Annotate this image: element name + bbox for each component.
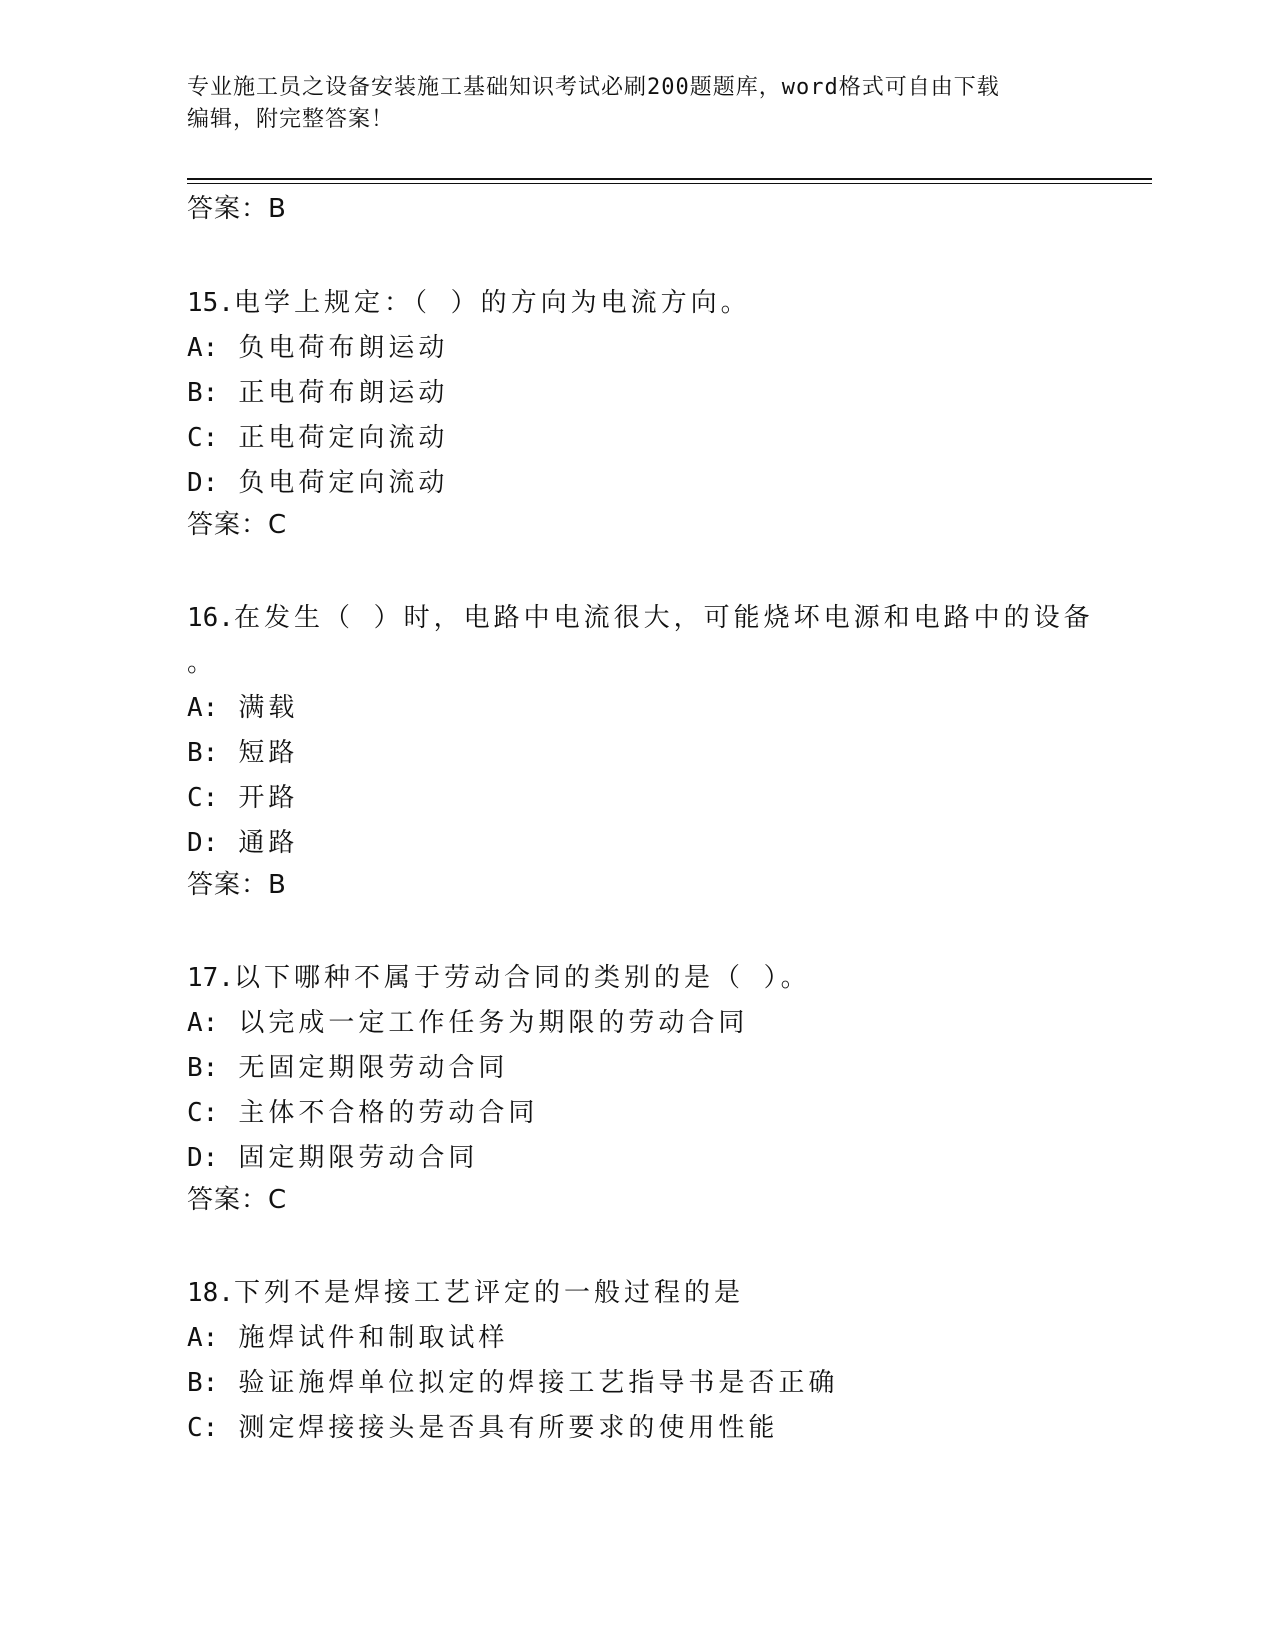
option-text: 固定期限劳动合同 [238, 1143, 479, 1173]
option-text: 正电荷布朗运动 [238, 378, 449, 408]
answer-label: 答案： [187, 870, 269, 900]
question-15-answer [187, 508, 287, 542]
question-17-answer [187, 1183, 287, 1217]
question-text: 电学上规定：（ ）的方向为电流方向。 [233, 288, 751, 318]
question-16-stem-continuation: 。 [187, 648, 218, 678]
question-18-option-b [187, 1365, 838, 1401]
answer-value: B [268, 194, 287, 224]
option-label: B: [187, 1053, 219, 1083]
answer-label: 答案： [187, 1185, 269, 1215]
option-text: 负电荷定向流动 [238, 468, 449, 498]
answer-value: C [268, 1185, 288, 1215]
question-17-option-b [187, 1050, 508, 1086]
option-text: 负电荷布朗运动 [238, 333, 449, 363]
question-16-option-c [187, 780, 298, 816]
question-16-option-d [187, 825, 298, 861]
option-label: C: [187, 423, 219, 453]
option-label: D: [187, 828, 219, 858]
option-label: A: [187, 1008, 219, 1038]
answer-label: 答案： [187, 194, 269, 224]
option-text: 施焊试件和制取试样 [238, 1323, 509, 1353]
option-text: 以完成一定工作任务为期限的劳动合同 [238, 1008, 749, 1038]
option-label: C: [187, 783, 219, 813]
option-text: 无固定期限劳动合同 [238, 1053, 509, 1083]
option-text: 测定焊接接头是否具有所要求的使用性能 [238, 1413, 779, 1443]
option-label: B: [187, 1368, 219, 1398]
question-15-option-b [187, 375, 448, 411]
option-text: 正电荷定向流动 [238, 423, 449, 453]
answer-value: C [268, 510, 288, 540]
document-header [187, 72, 1087, 136]
answer-value: B [268, 870, 287, 900]
question-number: 15. [187, 288, 234, 318]
answer-label: 答案： [187, 510, 269, 540]
option-label: C: [187, 1098, 219, 1128]
header-line-1: 专业施工员之设备安装施工基础知识考试必刷200题题库，word格式可自由下载 [187, 75, 1000, 100]
option-label: B: [187, 378, 219, 408]
question-17-option-d [187, 1140, 478, 1176]
answer-line [187, 192, 287, 226]
question-text: 在发生（ ）时，电路中电流很大，可能烧坏电源和电路中的设备 [233, 603, 1094, 633]
question-16-answer [187, 868, 287, 902]
header-line-2: 编辑，附完整答案！ [187, 107, 395, 132]
option-label: B: [187, 738, 219, 768]
question-number: 18. [187, 1278, 234, 1308]
header-rule-thin [187, 183, 1152, 184]
option-text: 主体不合格的劳动合同 [238, 1098, 539, 1128]
question-15-option-d [187, 465, 448, 501]
option-label: A: [187, 333, 219, 363]
option-label: D: [187, 1143, 219, 1173]
question-16-option-a [187, 690, 298, 726]
option-text: 验证施焊单位拟定的焊接工艺指导书是否正确 [238, 1368, 839, 1398]
question-text: 以下哪种不属于劳动合同的类别的是（ ）。 [233, 963, 811, 993]
question-18-option-a [187, 1320, 508, 1356]
question-18-stem [187, 1275, 744, 1311]
question-17-stem [187, 960, 811, 996]
question-17-option-c [187, 1095, 538, 1131]
option-label: D: [187, 468, 219, 498]
option-text: 短路 [238, 738, 299, 768]
question-16-option-b [187, 735, 298, 771]
option-text: 通路 [238, 828, 299, 858]
question-text: 下列不是焊接工艺评定的一般过程的是 [233, 1278, 744, 1308]
question-16-stem [187, 600, 1094, 636]
question-15-stem [187, 285, 751, 321]
option-text: 开路 [238, 783, 299, 813]
option-text: 满载 [238, 693, 299, 723]
header-rule-thick [187, 178, 1152, 180]
question-18-option-c [187, 1410, 778, 1446]
option-label: C: [187, 1413, 219, 1443]
question-number: 17. [187, 963, 234, 993]
question-15-option-a [187, 330, 448, 366]
question-17-option-a [187, 1005, 748, 1041]
question-number: 16. [187, 603, 234, 633]
option-label: A: [187, 693, 219, 723]
option-label: A: [187, 1323, 219, 1353]
question-15-option-c [187, 420, 448, 456]
